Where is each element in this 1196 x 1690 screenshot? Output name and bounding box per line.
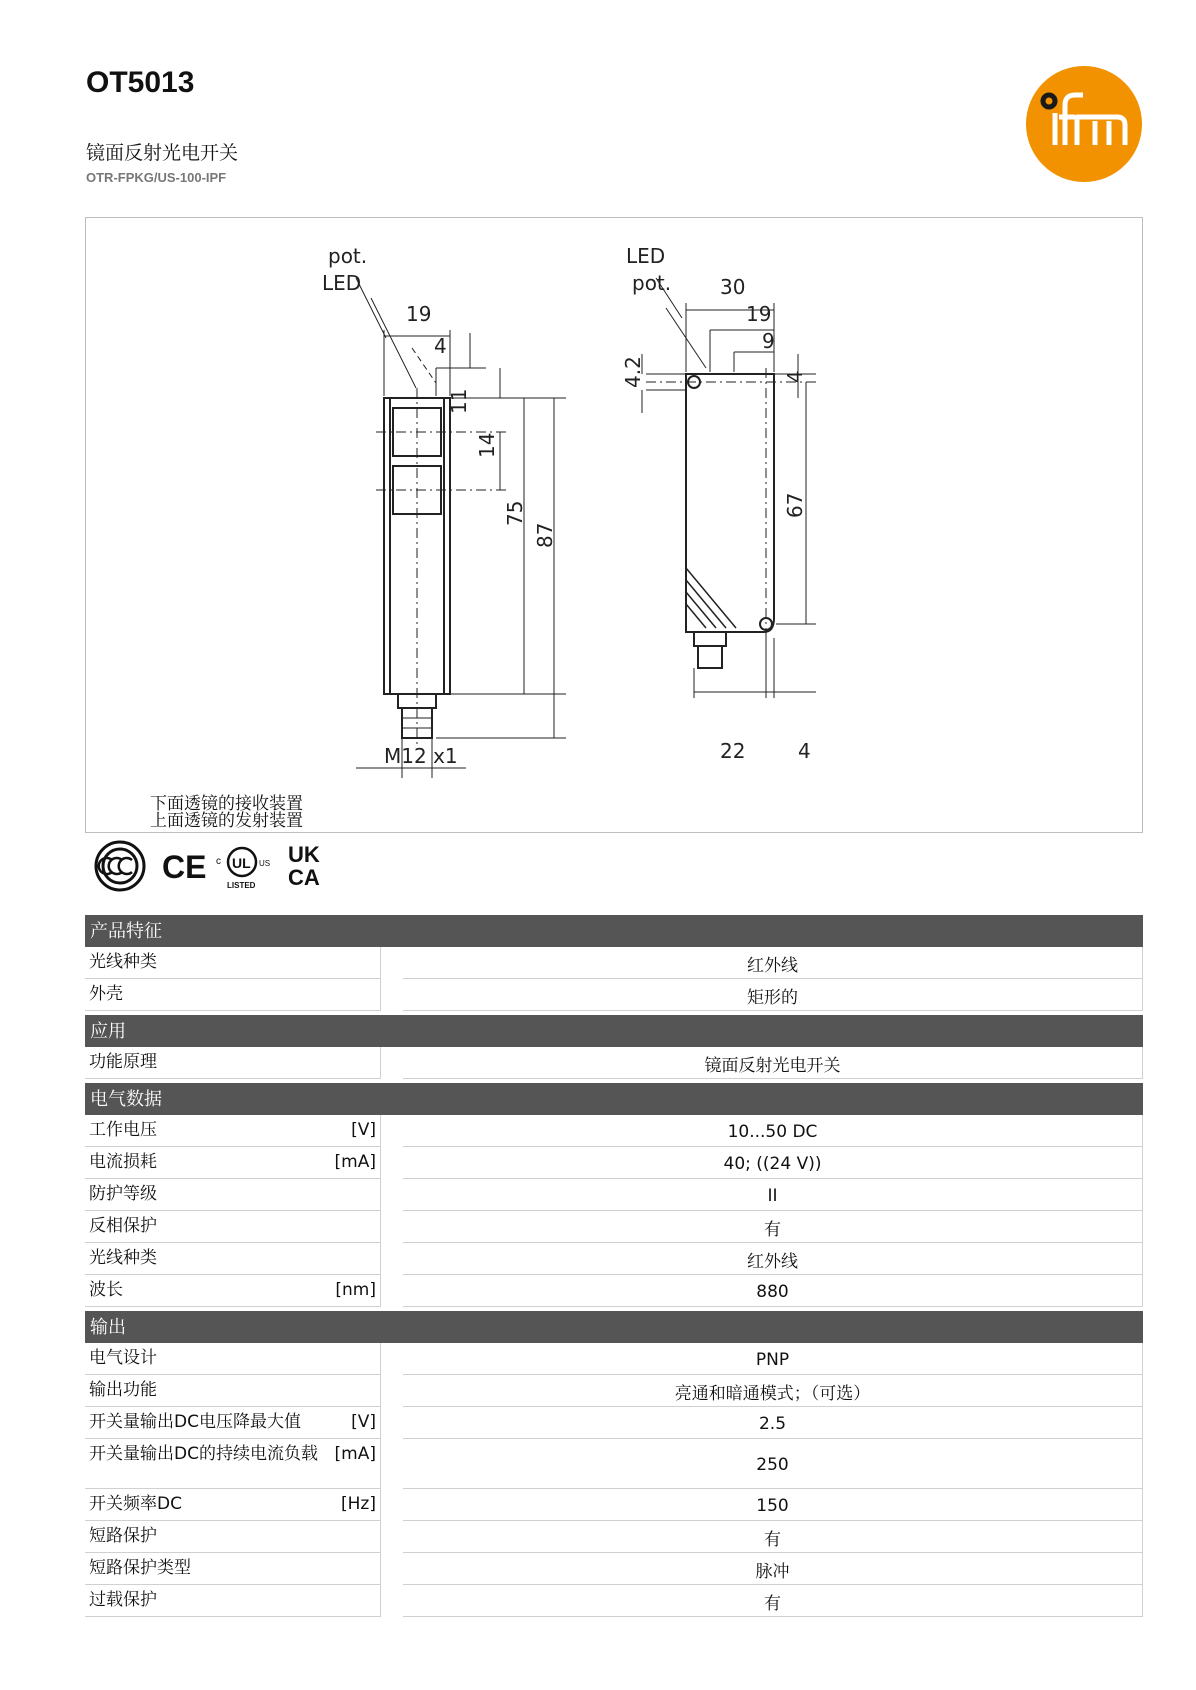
spec-label-cell <box>85 1243 381 1275</box>
ukca-mark: UK <box>288 842 320 867</box>
dim-19-right: 19 <box>746 302 772 326</box>
spec-label-cell <box>85 1521 381 1553</box>
spec-label-cell <box>85 947 381 979</box>
dim-4-right: 4 <box>783 370 807 383</box>
label-led-right: LED <box>626 244 666 268</box>
spec-label: 光线种类 <box>89 952 157 972</box>
dim-connector: M12 x1 <box>384 744 458 768</box>
spec-label: 电流损耗 <box>89 1152 157 1172</box>
spec-label: 外壳 <box>89 984 123 1004</box>
spec-label: 功能原理 <box>89 1052 157 1072</box>
spec-label: 防护等级 <box>89 1184 157 1204</box>
spec-value: 250 <box>403 1439 1143 1489</box>
spec-label: 短路保护 <box>89 1526 157 1546</box>
dim-4-2: 4.2 <box>621 356 645 388</box>
spec-label-cell <box>85 1407 381 1439</box>
spec-row <box>85 947 1143 979</box>
ce-mark: CE <box>162 849 207 885</box>
certification-marks <box>92 838 332 894</box>
spec-row <box>85 1275 1143 1307</box>
ifm-logo <box>1025 65 1143 183</box>
spec-value: 红外线 <box>403 947 1143 979</box>
spec-value: 矩形的 <box>403 979 1143 1011</box>
svg-text:UL: UL <box>232 855 251 871</box>
dimension-drawing <box>85 217 1143 833</box>
spec-label: 开关量输出DC的持续电流负载 <box>89 1444 318 1464</box>
spec-row <box>85 1521 1143 1553</box>
dim-75: 75 <box>503 500 527 526</box>
spec-label-cell <box>85 1179 381 1211</box>
spec-row <box>85 1211 1143 1243</box>
spec-label-cell <box>85 1489 381 1521</box>
spec-label-cell <box>85 1115 381 1147</box>
spec-label: 波长 <box>89 1280 123 1300</box>
dim-4-bottom: 4 <box>798 739 811 763</box>
spec-value: 2.5 <box>403 1407 1143 1439</box>
label-led-left: LED <box>322 271 362 295</box>
svg-text:CA: CA <box>288 865 320 890</box>
spec-label: 工作电压 <box>89 1120 157 1140</box>
spec-row <box>85 1375 1143 1407</box>
spec-value: 有 <box>403 1585 1143 1617</box>
spec-row <box>85 979 1143 1011</box>
spec-value: 镜面反射光电开关 <box>403 1047 1143 1079</box>
svg-text:LISTED: LISTED <box>227 881 256 890</box>
label-pot-right: pot. <box>632 271 672 295</box>
spec-row <box>85 1343 1143 1375</box>
spec-label-cell <box>85 1047 381 1079</box>
spec-label-cell <box>85 1211 381 1243</box>
spec-value: 有 <box>403 1211 1143 1243</box>
spec-label: 光线种类 <box>89 1248 157 1268</box>
spec-unit: [mA] <box>334 1444 376 1464</box>
spec-value: 红外线 <box>403 1243 1143 1275</box>
spec-label-cell <box>85 1147 381 1179</box>
spec-table <box>85 915 1143 1617</box>
dim-30: 30 <box>720 275 746 299</box>
spec-label: 短路保护类型 <box>89 1558 191 1578</box>
spec-label-cell <box>85 979 381 1011</box>
dim-9: 9 <box>762 329 775 353</box>
dim-11: 11 <box>447 388 471 414</box>
spec-row <box>85 1553 1143 1585</box>
spec-row <box>85 1243 1143 1275</box>
spec-value: 亮通和暗通模式；（可选） <box>403 1375 1143 1407</box>
spec-label-cell <box>85 1439 381 1489</box>
spec-label: 电气设计 <box>89 1348 157 1368</box>
label-pot-left: pot. <box>328 244 368 268</box>
product-code: OTR-FPKG/US-100-IPF <box>86 170 227 185</box>
spec-label: 开关频率DC <box>89 1494 182 1514</box>
spec-value: II <box>403 1179 1143 1211</box>
spec-unit: [V] <box>351 1412 376 1432</box>
spec-value: 40; ((24 V)) <box>403 1147 1143 1179</box>
spec-label-cell <box>85 1375 381 1407</box>
dim-4-left: 4 <box>434 334 447 358</box>
spec-row <box>85 1147 1143 1179</box>
spec-row <box>85 1047 1143 1079</box>
spec-value: 脉冲 <box>403 1553 1143 1585</box>
spec-value: 150 <box>403 1489 1143 1521</box>
dim-14: 14 <box>475 432 499 458</box>
product-subtitle: 镜面反射光电开关 <box>86 142 239 164</box>
dim-67: 67 <box>783 492 807 518</box>
dim-22: 22 <box>720 739 746 763</box>
legend-emitter: 上面透镜的发射装置 <box>150 811 303 831</box>
spec-label-cell <box>85 1553 381 1585</box>
dim-19-left: 19 <box>406 302 432 326</box>
svg-text:US: US <box>259 859 271 868</box>
spec-row <box>85 1179 1143 1211</box>
spec-label-cell <box>85 1343 381 1375</box>
section-header: 输出 <box>85 1311 1143 1343</box>
spec-unit: [Hz] <box>341 1494 376 1514</box>
section-header: 产品特征 <box>85 915 1143 947</box>
product-title: OT5013 <box>86 66 195 99</box>
section-header: 电气数据 <box>85 1083 1143 1115</box>
legend-receiver: 下面透镜的接收装置 <box>150 794 303 814</box>
spec-row <box>85 1407 1143 1439</box>
dim-87: 87 <box>533 522 557 548</box>
spec-row <box>85 1115 1143 1147</box>
spec-unit: [V] <box>351 1120 376 1140</box>
spec-row <box>85 1585 1143 1617</box>
spec-row <box>85 1489 1143 1521</box>
drawing-legend <box>150 796 303 830</box>
svg-text:c: c <box>216 856 221 867</box>
right-housing <box>686 374 774 632</box>
spec-value: 880 <box>403 1275 1143 1307</box>
spec-label-cell <box>85 1585 381 1617</box>
spec-unit: [nm] <box>335 1280 376 1300</box>
section-header: 应用 <box>85 1015 1143 1047</box>
spec-label: 过载保护 <box>89 1590 157 1610</box>
spec-value: 有 <box>403 1521 1143 1553</box>
spec-unit: [mA] <box>334 1152 376 1172</box>
spec-label-cell <box>85 1275 381 1307</box>
spec-row <box>85 1439 1143 1489</box>
spec-label: 输出功能 <box>89 1380 157 1400</box>
spec-label: 开关量输出DC电压降最大值 <box>89 1412 301 1432</box>
spec-label: 反相保护 <box>89 1216 157 1236</box>
spec-value: PNP <box>403 1343 1143 1375</box>
spec-value: 10...50 DC <box>403 1115 1143 1147</box>
